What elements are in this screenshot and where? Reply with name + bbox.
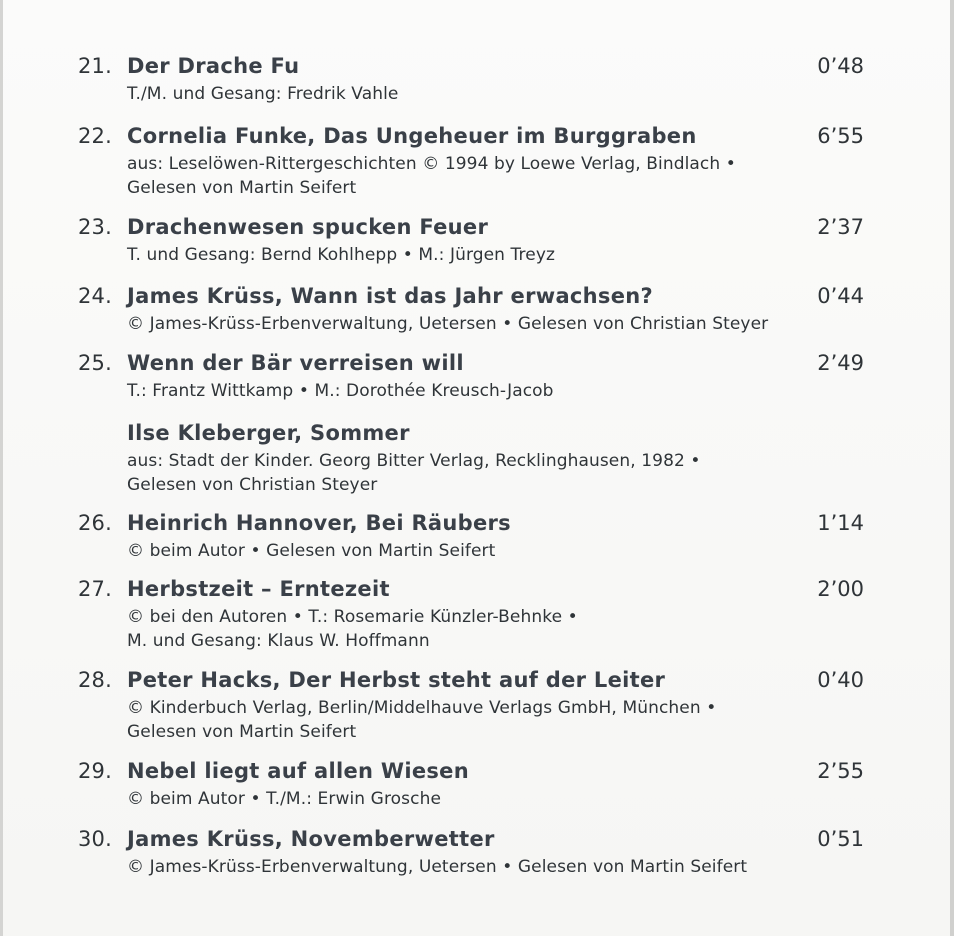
track-credit-line: Gelesen von Martin Seifert bbox=[127, 178, 357, 198]
track-duration: 0’40 bbox=[817, 668, 864, 692]
track-credit-line: © James-Krüss-Erbenverwaltung, Uetersen • Gelesen von Christian Steyer bbox=[127, 314, 769, 334]
track-credit-line: © beim Autor • T./M.: Erwin Grosche bbox=[127, 789, 441, 809]
track-number: 21. bbox=[78, 54, 112, 78]
track-credit-line: aus: Leselöwen-Rittergeschichten © 1994 by Loewe Verlag, Bindlach • bbox=[127, 154, 736, 174]
track-credit-line: aus: Stadt der Kinder. Georg Bitter Verlag, Recklinghausen, 1982 • bbox=[127, 451, 701, 471]
track-credit-line: © beim Autor • Gelesen von Martin Seifert bbox=[127, 541, 496, 561]
track-duration: 0’51 bbox=[817, 827, 864, 851]
track-credit-line: Gelesen von Martin Seifert bbox=[127, 722, 357, 742]
track-credit-line: T. und Gesang: Bernd Kohlhepp • M.: Jürgen Treyz bbox=[127, 245, 556, 265]
track-credit-line: T./M. und Gesang: Fredrik Vahle bbox=[127, 84, 399, 104]
track-number: 26. bbox=[78, 511, 112, 535]
track-credit-line: T.: Frantz Wittkamp • M.: Dorothée Kreusch-Jacob bbox=[127, 381, 554, 401]
track-title: James Krüss, Novemberwetter bbox=[127, 827, 495, 851]
track-credit-line: M. und Gesang: Klaus W. Hoffmann bbox=[127, 631, 430, 651]
track-number: 23. bbox=[78, 215, 112, 239]
track-number: 25. bbox=[78, 351, 112, 375]
track-number: 30. bbox=[78, 827, 112, 851]
track-number: 27. bbox=[78, 577, 112, 601]
track-credit-line: © James-Krüss-Erbenverwaltung, Uetersen • Gelesen von Martin Seifert bbox=[127, 857, 748, 877]
track-title: James Krüss, Wann ist das Jahr erwachsen? bbox=[127, 284, 653, 308]
track-duration: 1’14 bbox=[817, 511, 864, 535]
track-number: 29. bbox=[78, 759, 112, 783]
page-right-edge bbox=[950, 0, 954, 936]
track-number: 28. bbox=[78, 668, 112, 692]
track-duration: 2’00 bbox=[817, 577, 864, 601]
track-title: Ilse Kleberger, Sommer bbox=[127, 421, 410, 445]
track-duration: 0’44 bbox=[817, 284, 864, 308]
track-title: Peter Hacks, Der Herbst steht auf der Leiter bbox=[127, 668, 666, 692]
track-credit-line: © bei den Autoren • T.: Rosemarie Künzler-Behnke • bbox=[127, 607, 578, 627]
track-title: Nebel liegt auf allen Wiesen bbox=[127, 759, 469, 783]
track-title: Wenn der Bär verreisen will bbox=[127, 351, 464, 375]
track-number: 22. bbox=[78, 124, 112, 148]
track-title: Drachenwesen spucken Feuer bbox=[127, 215, 489, 239]
track-credit-line: Gelesen von Christian Steyer bbox=[127, 475, 378, 495]
track-number: 24. bbox=[78, 284, 112, 308]
track-duration: 2’55 bbox=[817, 759, 864, 783]
track-duration: 2’37 bbox=[817, 215, 864, 239]
track-title: Herbstzeit – Erntezeit bbox=[127, 577, 390, 601]
track-duration: 0’48 bbox=[817, 54, 864, 78]
track-title: Heinrich Hannover, Bei Räubers bbox=[127, 511, 511, 535]
track-title: Der Drache Fu bbox=[127, 54, 300, 78]
page-left-edge bbox=[0, 0, 3, 936]
track-duration: 6’55 bbox=[817, 124, 864, 148]
track-credit-line: © Kinderbuch Verlag, Berlin/Middelhauve Verlags GmbH, München • bbox=[127, 698, 717, 718]
track-duration: 2’49 bbox=[817, 351, 864, 375]
track-title: Cornelia Funke, Das Ungeheuer im Burggraben bbox=[127, 124, 697, 148]
